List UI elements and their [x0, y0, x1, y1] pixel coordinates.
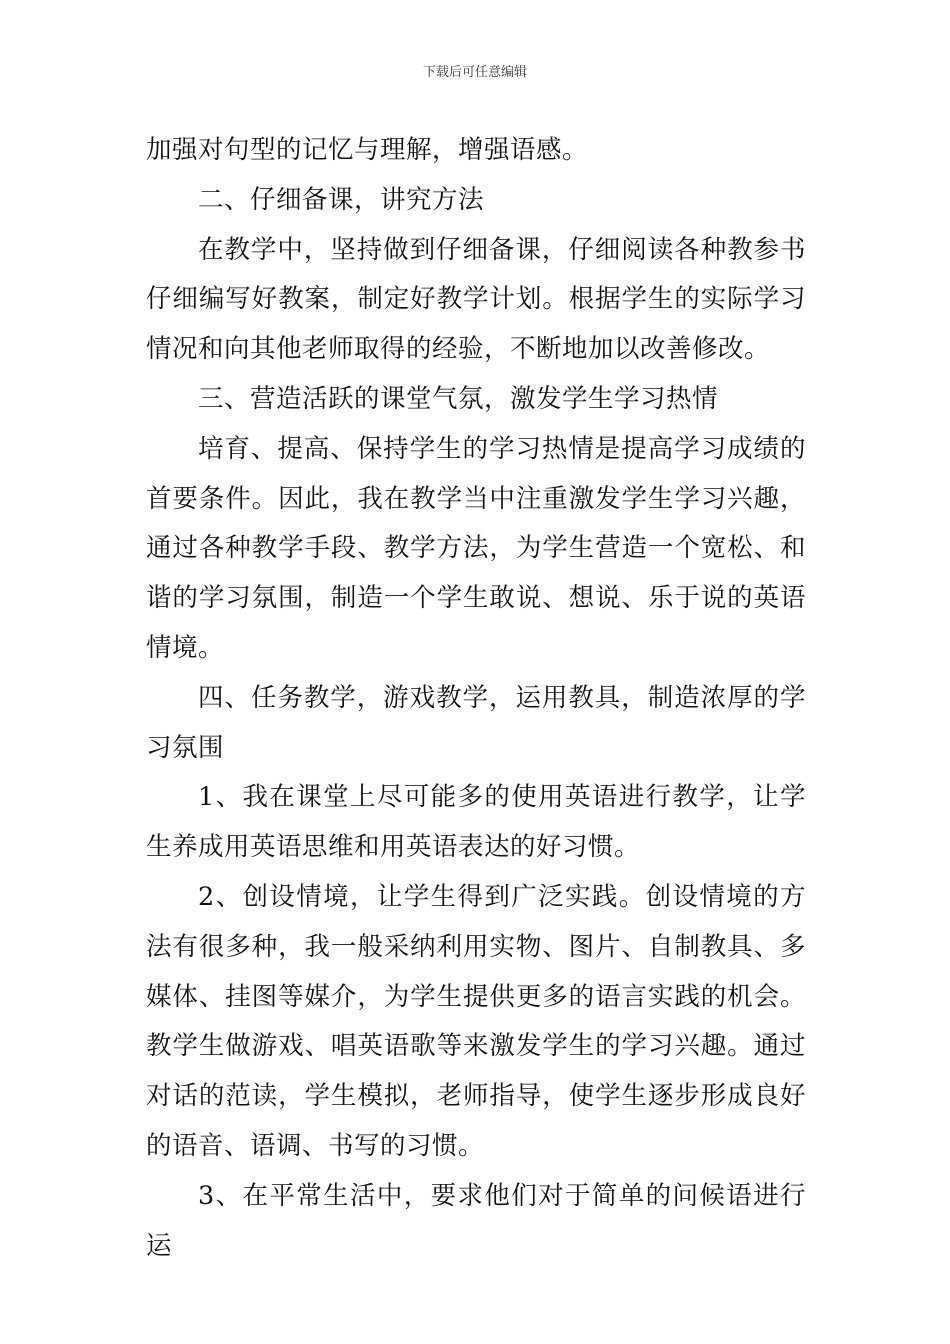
- list-item-1: 1、我在课堂上尽可能多的使用英语进行教学，让学生养成用英语思维和用英语表达的好习惯。: [146, 782, 806, 863]
- paragraph-learning-enthusiasm: 培育、提高、保持学生的学习热情是提高学习成绩的首要条件。因此，我在教学当中注重激发学生学习兴趣，通过各种教学手段、教学方法，为学生营造一个宽松、和谐的学习氛围，制造一个学生敢说、想说、乐于说的英语情境。: [146, 433, 806, 663]
- paragraph-continuation: 加强对句型的记忆与理解，增强语感。: [146, 135, 589, 165]
- section-heading-3: 三、营造活跃的课堂气氛，激发学生学习热情: [198, 383, 719, 414]
- section-heading-4: 四、任务教学，游戏教学，运用教具，制造浓厚的学习氛围: [146, 682, 806, 763]
- section-heading-2: 二、仔细备课，讲究方法: [198, 184, 485, 215]
- document-body: [146, 126, 806, 1271]
- list-item-3: 3、在平常生活中，要求他们对于简单的问候语进行运: [146, 1180, 806, 1261]
- list-item-2: 2、创设情境，让学生得到广泛实践。创设情境的方法有很多种，我一般采纳利用实物、图片、自制教具、多媒体、挂图等媒介，为学生提供更多的语言实践的机会。教学生做游戏、唱英语歌等来激发学生的学习兴趣。通过对话的范读，学生模拟，老师指导，使学生逐步形成良好的语音、语调、书写的习惯。: [146, 881, 806, 1161]
- paragraph-lesson-prep: 在教学中，坚持做到仔细备课，仔细阅读各种教参书仔细编写好教案，制定好教学计划。根据学生的实际学习情况和向其他老师取得的经验，不断地加以改善修改。: [146, 234, 806, 365]
- page-header: 下载后可任意编辑: [422, 65, 527, 80]
